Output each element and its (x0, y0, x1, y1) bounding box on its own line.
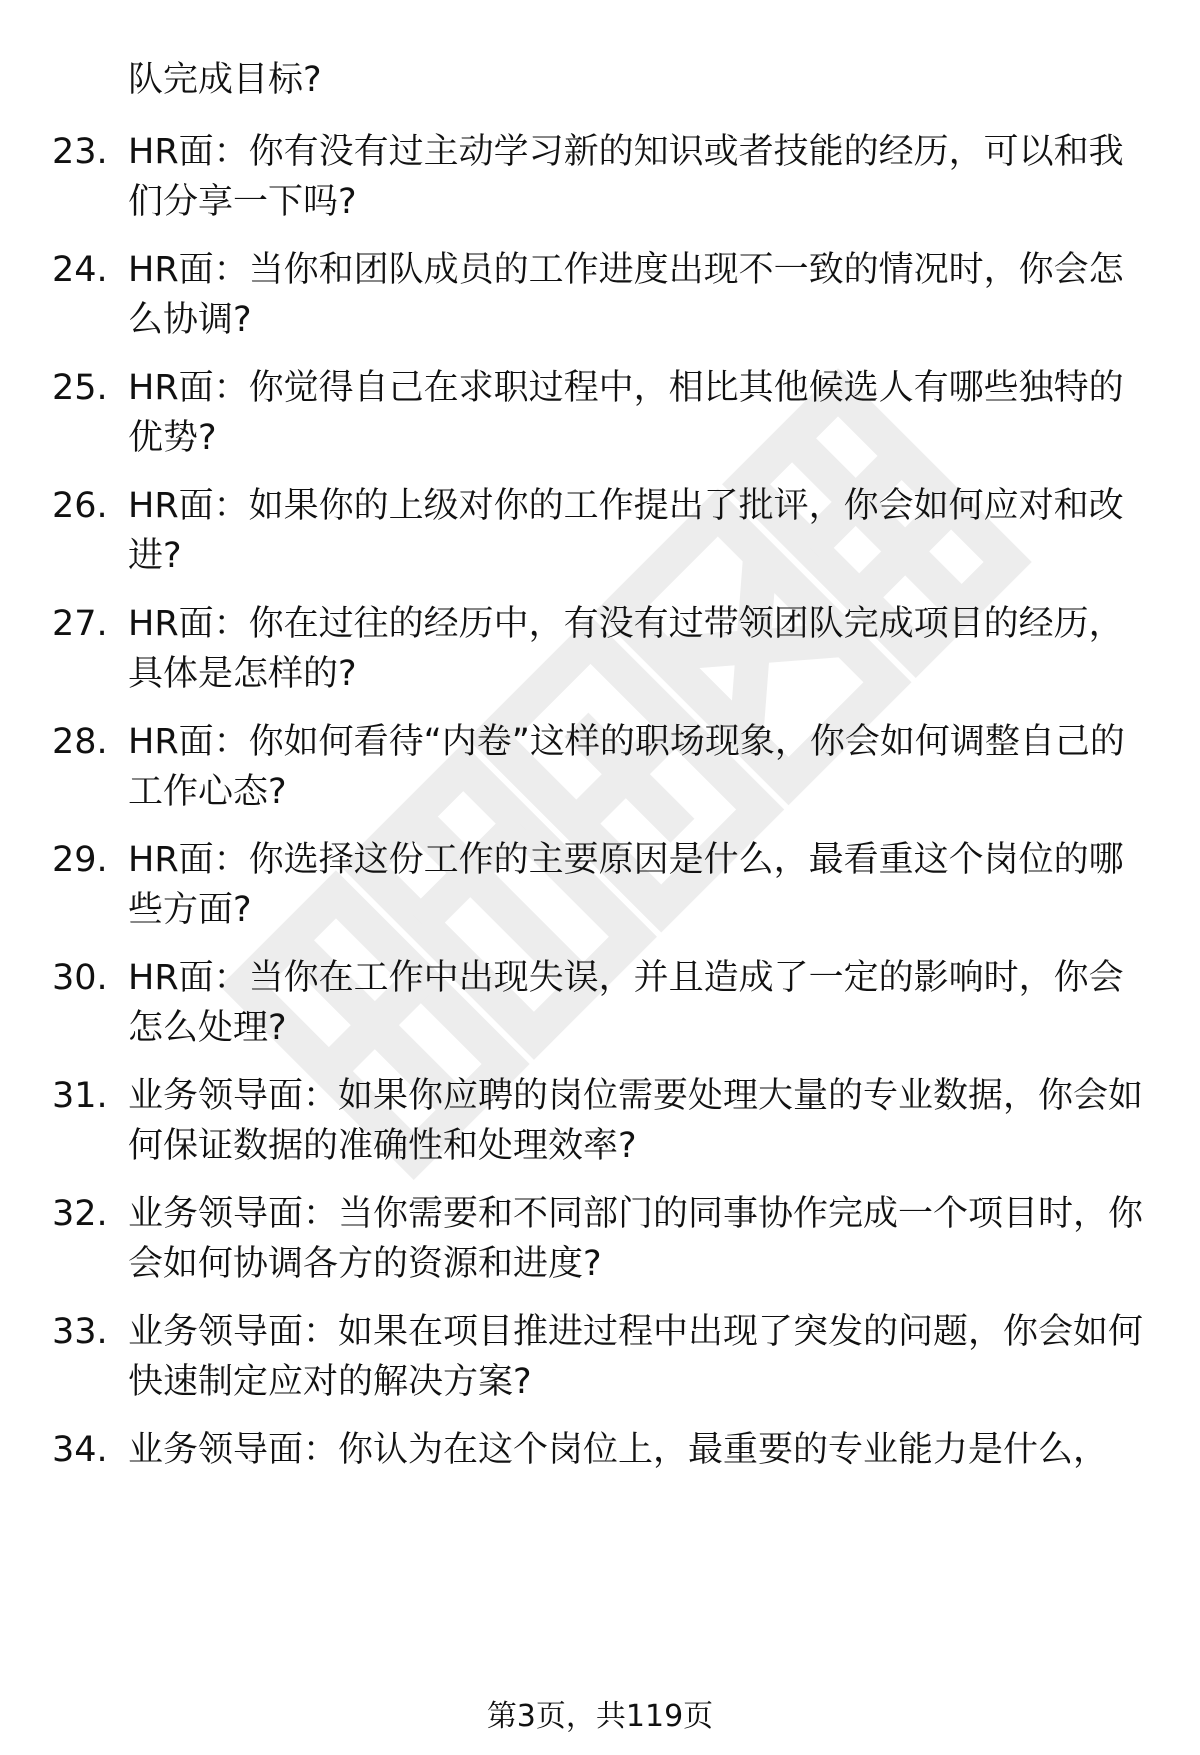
question-text: HR面：如果你的上级对你的工作提出了批评，你会如何应对和改进? (128, 486, 1124, 576)
question-number: 23. (52, 132, 108, 172)
question-number: 28. (52, 722, 108, 762)
question-number: 32. (52, 1194, 108, 1234)
question-text: 业务领导面：如果你应聘的岗位需要处理大量的专业数据，你会如何保证数据的准确性和处理效率? (128, 1076, 1144, 1166)
question-text: HR面：当你在工作中出现失误，并且造成了一定的影响时，你会怎么处理? (128, 958, 1124, 1048)
question-text: HR面：你觉得自己在求职过程中，相比其他候选人有哪些独特的优势? (128, 368, 1124, 458)
question-text: HR面：你选择这份工作的主要原因是什么，最看重这个岗位的哪些方面? (128, 840, 1124, 930)
question-number: 25. (52, 368, 108, 408)
question-number: 31. (52, 1076, 108, 1116)
question-text: HR面：你在过往的经历中，有没有过带领团队完成项目的经历，具体是怎样的? (128, 604, 1124, 694)
question-text: HR面：当你和团队成员的工作进度出现不一致的情况时，你会怎么协调? (128, 250, 1124, 340)
question-text: HR面：你如何看待“内卷”这样的职场现象，你会如何调整自己的工作心态? (128, 722, 1125, 812)
question-text: 业务领导面：当你需要和不同部门的同事协作完成一个项目时，你会如何协调各方的资源和进度? (128, 1194, 1144, 1284)
question-text: 队完成目标? (128, 60, 322, 100)
question-text: 业务领导面：如果在项目推进过程中出现了突发的问题，你会如何快速制定应对的解决方案? (128, 1312, 1144, 1402)
question-number: 33. (52, 1312, 108, 1352)
question-number: 24. (52, 250, 108, 290)
page-footer: 第3页，共119页 (486, 1699, 714, 1734)
question-text: HR面：你有没有过主动学习新的知识或者技能的经历，可以和我们分享一下吗? (128, 132, 1124, 222)
question-number: 26. (52, 486, 108, 526)
question-text: 业务领导面：你认为在这个岗位上，最重要的专业能力是什么， (128, 1430, 1109, 1470)
question-number: 27. (52, 604, 108, 644)
question-number: 30. (52, 958, 108, 998)
question-number: 34. (52, 1430, 108, 1470)
question-number: 29. (52, 840, 108, 880)
